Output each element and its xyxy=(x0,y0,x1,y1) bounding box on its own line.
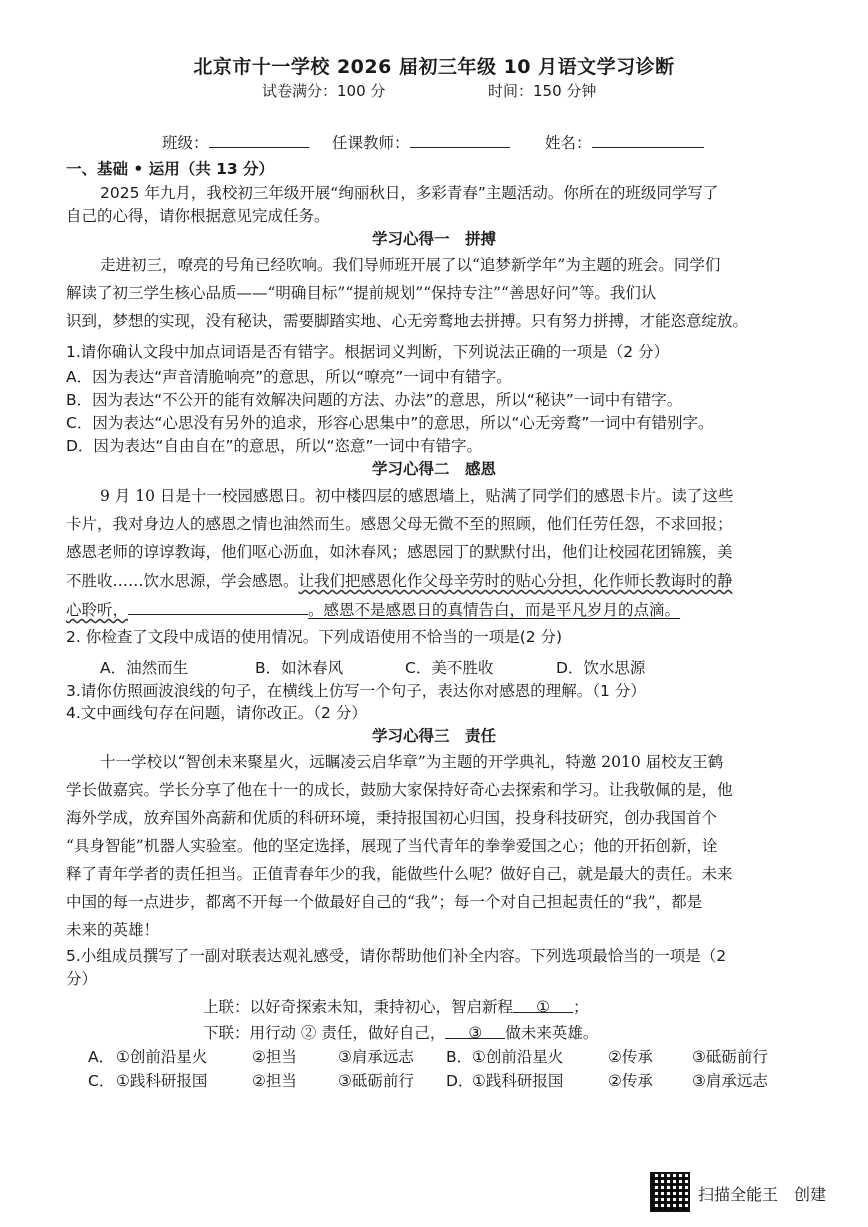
part3-para-line1: 十一学校以“智创未来聚星火，远瞩凌云启华章”为主题的开学典礼，特邀 2010 届校友王鹤 xyxy=(100,753,724,771)
part3-para-line6: 中国的每一点进步，都离不开每一个做最好自己的“我”；每一个对自己担起责任的“我”，都是 xyxy=(66,893,703,911)
blank-1-mark: ① xyxy=(536,998,550,1016)
couplet-upper-text: 上联：以好奇探索未知，秉持初心，智启新程 xyxy=(203,998,514,1016)
wavy-sentence: 让我们把感恩化作父母辛劳时的贴心分担，化作师长教诲时的静 xyxy=(298,572,733,590)
blank-3-mark: ③ xyxy=(468,1024,483,1042)
question4: 4.文中画线句存在问题，请你改正。（2 分） xyxy=(66,704,367,722)
q1-option-c: C．因为表达“心思没有另外的追求，形容心思集中”的意思，所以“心无旁鹜”一词中有错别字。 xyxy=(66,414,714,432)
part2-para-line2: 卡片，我对身边人的感恩之情也油然而生。感恩父母无微不至的照顾，他们任劳任怨，不求回报； xyxy=(66,515,733,533)
time-text: 时间：150 分钟 xyxy=(488,82,597,100)
q5-option-c-2: ②担当 xyxy=(252,1072,297,1090)
part2-para-line3: 感恩老师的谆谆教诲，他们呕心沥血，如沐春风；感恩园丁的默默付出，他们让校园花团锦簇，美 xyxy=(66,543,733,561)
intro-line1: 2025 年九月，我校初三年级开展“绚丽秋日，多彩青春”主题活动。你所在的班级同学写了 xyxy=(100,184,719,202)
q2-option-c: C．美不胜收 xyxy=(405,659,494,677)
class-label: 班级： xyxy=(162,134,209,152)
part3-para-line5: 释了青年学者的责任担当。正值青春年少的我，能做些什么呢？做好自己，就是最大的责任。未来 xyxy=(66,865,733,883)
name-blank xyxy=(592,133,704,148)
part3-para-line4: “具身智能”机器人实验室。他的坚定选择，展现了当代青年的拳拳爱国之心；他的开拓创新，诠 xyxy=(66,837,718,855)
question2: 2. 你检查了文段中成语的使用情况。下列成语使用不恰当的一项是(2 分) xyxy=(66,628,563,646)
q5-option-c-1: ①践科研报国 xyxy=(116,1072,208,1090)
q5-option-b-1: ①创前沿星火 xyxy=(472,1048,564,1066)
blank-1 xyxy=(513,998,573,1016)
q2-option-a: A．油然而生 xyxy=(100,659,189,677)
couplet-lower xyxy=(203,1021,598,1043)
q5-option-a-label: A． xyxy=(88,1048,115,1066)
q5-option-a-3: ③肩承远志 xyxy=(338,1048,414,1066)
q5-option-c-3: ③砥砺前行 xyxy=(338,1072,414,1090)
q5-option-d-3: ③肩承远志 xyxy=(692,1072,768,1090)
part2-heading: 学习心得二 感恩 xyxy=(371,460,496,478)
q5-option-b-2: ②传承 xyxy=(608,1048,653,1066)
class-blank xyxy=(209,133,309,148)
part2-para-line1: 9 月 10 日是十一校园感恩日。初中楼四层的感恩墙上，贴满了同学们的感恩卡片。读了这些 xyxy=(100,487,734,505)
name-field xyxy=(545,131,704,153)
wavy-sentence-end: 心聆听， xyxy=(66,601,129,619)
scanner-watermark: 扫描全能王 创建 xyxy=(698,1185,827,1204)
question5: 5.小组成员撰写了一副对联表达观礼感受，请你帮助他们补全内容。下列选项最恰当的一项是（2 xyxy=(66,947,727,965)
q1-option-a: A．因为表达“声音清脆响亮”的意思，所以“嘹亮”一词中有错字。 xyxy=(66,368,512,386)
q5-option-a-1: ①创前沿星火 xyxy=(116,1048,208,1066)
q2-option-b: B．如沐春风 xyxy=(255,659,344,677)
section1-heading: 一、基础 • 运用（共 13 分） xyxy=(66,160,275,178)
part1-para-line2: 解读了初三学生核心品质——“明确目标”“提前规划”“保持专注”“善思好问”等。我们认 xyxy=(66,284,657,302)
part3-para-line7: 未来的英雄！ xyxy=(66,921,160,939)
imitation-blank xyxy=(128,600,308,615)
blank-3 xyxy=(445,1024,505,1042)
part1-para-line1: 走进初三，嘹亮的号角已经吹响。我们导师班开展了以“追梦新学年”为主题的班会。同学们 xyxy=(100,256,721,274)
q5-option-c-label: C． xyxy=(88,1072,115,1090)
question1: 1.请你确认文段中加点词语是否有错字。根据词义判断，下列说法正确的一项是（2 分） xyxy=(66,343,670,361)
part3-para-line3: 海外学成，放弃国外高薪和优质的科研环境，秉持报国初心归国，投身科技研究，创办我国首个 xyxy=(66,809,718,827)
q1-option-d: D．因为表达“自由自在”的意思，所以“恣意”一词中有错字。 xyxy=(66,437,483,455)
part2-line4-plain: 不胜收……饮水思源，学会感恩。 xyxy=(66,572,299,590)
q1-option-b: B．因为表达“不公开的能有效解决问题的方法、办法”的意思，所以“秘诀”一词中有错字。 xyxy=(66,391,683,409)
class-field xyxy=(162,131,309,153)
intro-line2: 自己的心得，请你根据意见完成任务。 xyxy=(66,207,330,225)
part3-para-line2: 学长做嘉宾。学长分享了他在十一的成长，鼓励大家保持好奇心去探索和学习。让我敬佩的是，他 xyxy=(66,781,733,799)
part2-para-line5 xyxy=(66,598,680,620)
couplet-upper-end: ； xyxy=(573,998,589,1016)
question5-cont: 分） xyxy=(66,970,98,988)
couplet-lower-text: 下联：用行动 ② 责任，做好自己， xyxy=(203,1024,446,1042)
q2-option-d: D．饮水思源 xyxy=(556,659,646,677)
teacher-blank xyxy=(410,133,510,148)
name-label: 姓名： xyxy=(545,134,592,152)
underlined-sentence: 。感恩不是感恩日的真情告白，而是平凡岁月的点滴。 xyxy=(308,601,681,619)
q5-option-d-label: D． xyxy=(446,1072,474,1090)
couplet-lower-end: 做未来英雄。 xyxy=(505,1024,599,1042)
couplet-upper xyxy=(203,995,589,1017)
score-text: 试卷满分：100 分 xyxy=(262,82,386,100)
part1-para-line3: 识到，梦想的实现，没有秘诀，需要脚踏实地、心无旁鹜地去拼搏。只有努力拼搏，才能恣意绽放。 xyxy=(66,312,749,330)
q5-option-b-label: B． xyxy=(446,1048,473,1066)
q5-option-a-2: ②担当 xyxy=(252,1048,297,1066)
q5-option-b-3: ③砥砺前行 xyxy=(692,1048,768,1066)
part2-para-line4 xyxy=(66,569,733,591)
q5-option-d-2: ②传承 xyxy=(608,1072,653,1090)
exam-title: 北京市十一学校 2026 届初三年级 10 月语文学习诊断 xyxy=(193,56,675,78)
teacher-field xyxy=(332,131,510,153)
q5-option-d-1: ①践科研报国 xyxy=(472,1072,564,1090)
part1-heading: 学习心得一 拼搏 xyxy=(371,230,496,248)
question3: 3.请你仿照画波浪线的句子，在横线上仿写一个句子，表达你对感恩的理解。（1 分） xyxy=(66,682,646,700)
part3-heading: 学习心得三 责任 xyxy=(371,727,496,745)
teacher-label: 任课教师： xyxy=(332,134,410,152)
qr-code-icon xyxy=(650,1172,690,1212)
